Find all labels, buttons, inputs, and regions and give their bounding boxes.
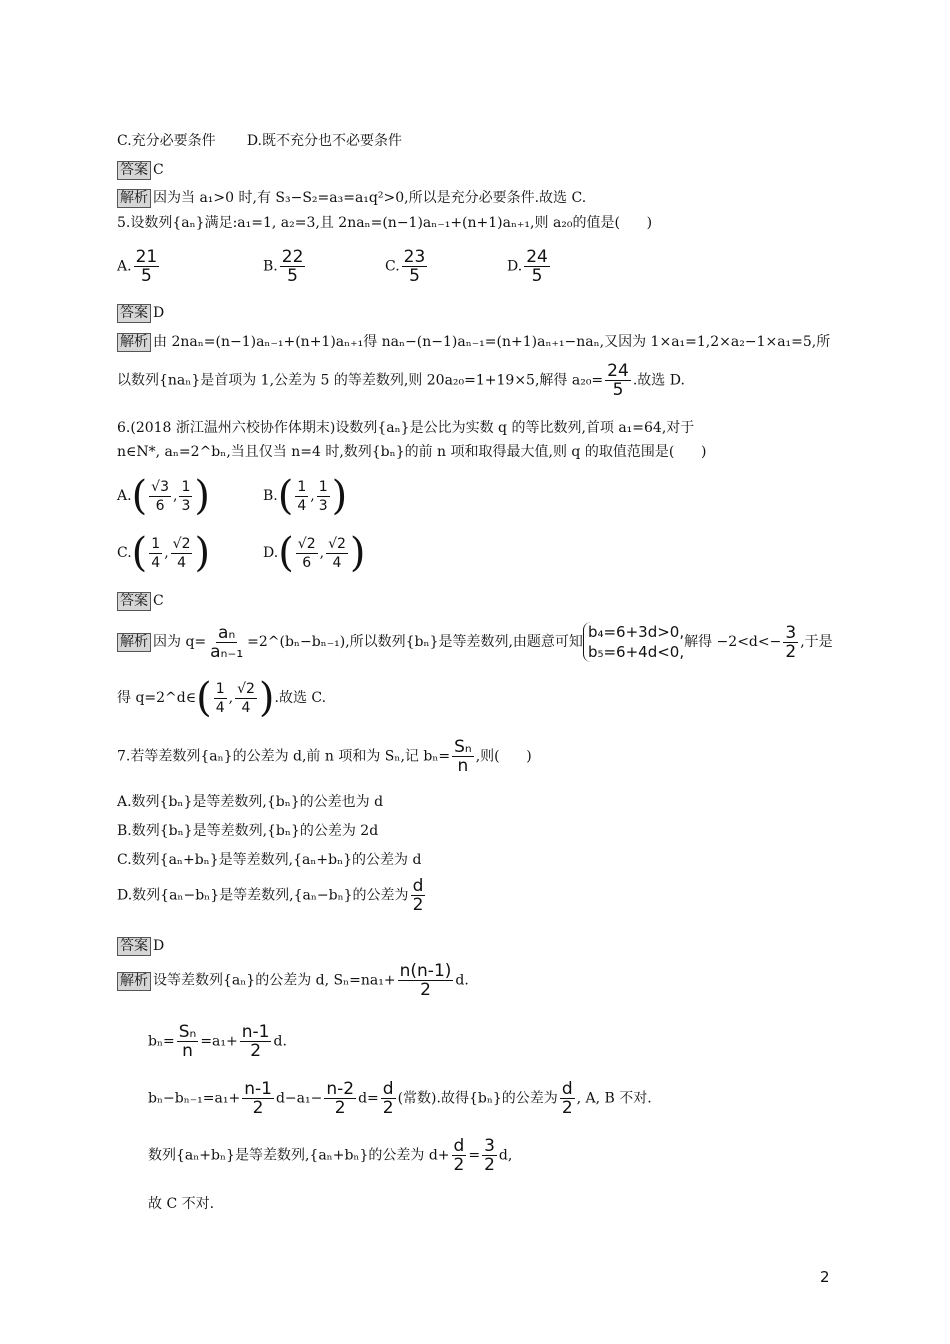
left-paren: ( (196, 675, 212, 721)
numerator: Sₙ (454, 737, 472, 757)
fraction (560, 1080, 575, 1117)
denominator: 2 (561, 1098, 573, 1118)
left-paren: ( (131, 530, 148, 576)
q6-options-row-1 (117, 473, 348, 519)
numerator: 24 (607, 361, 629, 381)
q5-options (117, 248, 552, 285)
denominator: 2 (785, 641, 797, 662)
q6-stem-line-2: n∈N*, aₙ=2^bₙ,当且仅当 n=4 时,数列{bₙ}的前 n 项和取得最大值,则 q 的取值范围是( ) (117, 444, 707, 460)
fraction (295, 478, 308, 515)
fraction (482, 1137, 497, 1174)
step-text: d= (358, 1090, 379, 1107)
fraction (280, 248, 306, 285)
q7-step-4: 故 C 不对. (148, 1196, 215, 1212)
fraction (452, 1137, 467, 1174)
denominator: 3 (181, 497, 191, 514)
q5-option-d (507, 248, 552, 285)
right-paren: ) (194, 473, 210, 519)
fraction (177, 1023, 199, 1060)
q6-analysis-line-1 (117, 622, 833, 662)
analysis-text: ,于是 (800, 634, 833, 650)
right-paren: ) (331, 473, 348, 519)
q5-analysis-line-2 (117, 362, 685, 399)
fraction (149, 478, 171, 515)
answer-tag: 答案 (117, 304, 151, 323)
denominator: 2 (412, 895, 424, 915)
denominator: 6 (302, 554, 312, 571)
answer-value: C (153, 593, 164, 609)
q6-options-row-2 (117, 530, 366, 576)
denominator: 2 (250, 1041, 262, 1061)
step-text: = (468, 1147, 481, 1164)
denominator: 4 (332, 554, 342, 571)
numerator: n-1 (244, 1079, 272, 1099)
step-text: 数列{aₙ+bₙ}是等差数列,{aₙ+bₙ}的公差为 d+ (148, 1147, 450, 1164)
denominator: n (182, 1041, 193, 1061)
numerator: d (382, 1079, 394, 1099)
fraction (324, 1080, 356, 1117)
numerator: 22 (281, 247, 304, 267)
denominator: 2 (382, 1098, 394, 1118)
denominator: 2 (252, 1098, 264, 1118)
fraction (179, 478, 192, 515)
option-label: D. (263, 545, 279, 561)
q5-stem: 5.设数列{aₙ}满足:a₁=1, a₂=3,且 2naₙ=(n−1)aₙ₋₁+(n+1)aₙ₊₁,则 a₂₀的值是( ) (117, 215, 653, 231)
step-text: d−a₁− (275, 1090, 323, 1107)
stem-text: 7.若等差数列{aₙ}的公差为 d,前 n 项和为 Sₙ,记 bₙ= (117, 748, 451, 765)
numerator: 1 (151, 535, 161, 552)
q4-analysis (117, 188, 586, 208)
fraction (134, 248, 160, 285)
option-label: C. (117, 545, 132, 561)
option-text: D.数列{aₙ−bₙ}是等差数列,{aₙ−bₙ}的公差为 (117, 887, 409, 904)
analysis-tag: 解析 (117, 972, 151, 991)
fraction (326, 535, 348, 572)
system-line: b₅=6+4d<0, (587, 643, 685, 661)
q7-step-3 (148, 1137, 512, 1174)
q5-option-a (117, 248, 263, 285)
inequality-system (583, 622, 684, 662)
analysis-text: d. (455, 972, 469, 989)
q6-option-c: C.( $\frac{1}{4}$ , $\frac{√2}{4}$ ) (117, 530, 211, 576)
denominator: 4 (177, 554, 187, 571)
numerator: n-2 (326, 1079, 355, 1099)
denominator: 2 (453, 1155, 465, 1175)
q7-step-2 (148, 1080, 652, 1117)
q6-option-d: D.( $\frac{√2}{6}$ , $\frac{√2}{4}$ ) (263, 530, 366, 576)
q4-options-line: C.充分必要条件 D.既不充分也不必要条件 (117, 133, 402, 149)
numerator: Sₙ (178, 1022, 197, 1042)
option-label: A. (117, 488, 132, 504)
numerator: 1 (318, 478, 328, 495)
numerator: √3 (151, 478, 169, 495)
fraction (605, 362, 631, 399)
right-paren: ) (194, 530, 211, 576)
answer-tag: 答案 (117, 937, 151, 956)
step-text: bₙ= (148, 1033, 175, 1050)
analysis-text: =2^(bₙ−bₙ₋₁),所以数列{bₙ}是等差数列,由题意可知 (247, 634, 583, 650)
answer-value: D (153, 305, 165, 321)
numerator: √2 (237, 680, 255, 697)
right-paren: ) (258, 675, 275, 721)
denominator: 4 (241, 699, 251, 716)
analysis-text: 因为当 a₁>0 时,有 S₃−S₂=a₃=a₁q²>0,所以是充分必要条件.故选 C. (153, 190, 587, 206)
analysis-tag: 解析 (117, 189, 151, 208)
numerator: 23 (403, 247, 426, 267)
denominator: 6 (155, 497, 165, 514)
step-text: d, (498, 1147, 513, 1164)
denominator: 5 (409, 266, 420, 286)
q5-answer (117, 303, 164, 323)
fraction (398, 962, 454, 999)
step-text: bₙ−bₙ₋₁=a₁+ (148, 1090, 241, 1107)
analysis-tag: 解析 (117, 333, 151, 352)
left-paren: ( (278, 530, 294, 576)
step-text: , A, B 不对. (576, 1090, 652, 1107)
step-text: =a₁+ (200, 1033, 238, 1050)
q6-analysis-line-2: 得 q=2^d∈( $\frac{1}{4}$ , $\frac{√2}{4}$ ).故选 C. (117, 675, 327, 721)
numerator: 3 (785, 622, 797, 643)
q7-answer (117, 936, 164, 956)
fraction (214, 680, 227, 717)
analysis-text: .故选 D. (632, 372, 685, 389)
denominator: 4 (297, 497, 307, 514)
q5-option-b (263, 248, 385, 285)
numerator: √2 (297, 535, 316, 552)
denominator: 4 (151, 554, 161, 571)
fraction (242, 1080, 274, 1117)
fraction (208, 624, 245, 661)
analysis-text: 设等差数列{aₙ}的公差为 d, Sₙ=na₁+ (153, 972, 396, 989)
q6-stem-line-1: 6.(2018 浙江温州六校协作体期末)设数列{aₙ}是公比为实数 q 的等比数列,首项 a₁=64,对于 (117, 420, 695, 436)
option-label: B. (263, 488, 278, 504)
fraction (452, 738, 474, 775)
step-text: d. (273, 1033, 287, 1050)
fraction (402, 248, 428, 285)
answer-value: C (153, 162, 164, 178)
q6-answer (117, 591, 164, 611)
option-label: C. (385, 258, 400, 275)
q7-analysis-line-1 (117, 962, 469, 999)
denominator: 5 (612, 380, 624, 400)
fraction (171, 535, 193, 572)
denominator: aₙ₋₁ (210, 641, 244, 662)
numerator: √2 (172, 535, 191, 552)
denominator: 5 (531, 266, 543, 286)
option-label: A. (117, 258, 132, 275)
numerator: d (453, 1136, 465, 1156)
option-label: B. (263, 258, 278, 275)
left-paren: ( (131, 473, 148, 519)
left-paren: ( (277, 473, 294, 519)
q7-option-b: B.数列{bₙ}是等差数列,{bₙ}的公差为 2d (117, 823, 379, 839)
q7-option-c: C.数列{aₙ+bₙ}是等差数列,{aₙ+bₙ}的公差为 d (117, 852, 422, 868)
numerator: n(n-1) (399, 961, 452, 981)
q7-stem (117, 738, 532, 775)
right-paren: ) (349, 530, 366, 576)
q7-step-1 (148, 1023, 287, 1060)
numerator: 1 (215, 680, 225, 697)
numerator: 24 (526, 247, 548, 267)
fraction (296, 535, 318, 572)
analysis-text: 因为 q= (153, 634, 207, 650)
system-line: b₄=6+3d>0, (587, 623, 685, 641)
step-text: (常数).故得{bₙ}的公差为 (397, 1090, 558, 1107)
analysis-text: .故选 C. (274, 690, 327, 706)
fraction (783, 624, 798, 661)
denominator: 5 (140, 266, 152, 286)
denominator: 3 (318, 497, 328, 514)
analysis-text: 得 q=2^d∈ (117, 690, 197, 706)
denominator: 2 (420, 980, 431, 1000)
denominator: 2 (334, 1098, 346, 1118)
q5-analysis-line-1 (117, 332, 830, 352)
fraction (524, 248, 550, 285)
q7-option-d (117, 877, 427, 914)
fraction (149, 535, 162, 572)
fraction (235, 680, 257, 717)
option-label: D. (507, 258, 523, 275)
numerator: √2 (328, 535, 346, 552)
fraction (381, 1080, 396, 1117)
fraction (317, 478, 330, 515)
numerator: 3 (484, 1136, 495, 1156)
denominator: 2 (484, 1155, 495, 1175)
answer-tag: 答案 (117, 592, 151, 611)
denominator: 5 (287, 266, 298, 286)
q6-option-b: B.( $\frac{1}{4}$ , $\frac{1}{3}$ ) (263, 473, 348, 519)
numerator: n-1 (241, 1022, 270, 1042)
numerator: 21 (135, 247, 158, 267)
fraction (411, 877, 426, 914)
answer-value: D (153, 938, 165, 954)
analysis-text: 解得 −2<d<− (684, 634, 782, 650)
q5-option-c (385, 248, 507, 285)
numerator: d (412, 876, 424, 896)
fraction (240, 1023, 272, 1060)
stem-text: ,则( ) (475, 748, 532, 765)
analysis-tag: 解析 (117, 633, 151, 652)
numerator: aₙ (218, 622, 236, 643)
denominator: 4 (215, 699, 225, 716)
q7-option-a: A.数列{bₙ}是等差数列,{bₙ}的公差也为 d (117, 794, 384, 810)
q6-option-a: A.( $\frac{√3}{6}$ , $\frac{1}{3}$ ) (117, 473, 210, 519)
analysis-text: 以数列{naₙ}是首项为 1,公差为 5 的等差数列,则 20a₂₀=1+19×5,解得 a₂₀= (117, 372, 604, 389)
numerator: 1 (297, 478, 307, 495)
denominator: n (457, 756, 469, 776)
numerator: 1 (181, 478, 191, 495)
q4-answer (117, 160, 164, 180)
answer-tag: 答案 (117, 161, 151, 180)
page-number: 2 (820, 1268, 830, 1286)
analysis-text: 由 2naₙ=(n−1)aₙ₋₁+(n+1)aₙ₊₁得 naₙ−(n−1)aₙ₋₁=(n+1)aₙ₊₁−naₙ,又因为 1×a₁=1,2×a₂−1×a₁=5,所 (153, 334, 831, 350)
numerator: d (561, 1079, 573, 1099)
